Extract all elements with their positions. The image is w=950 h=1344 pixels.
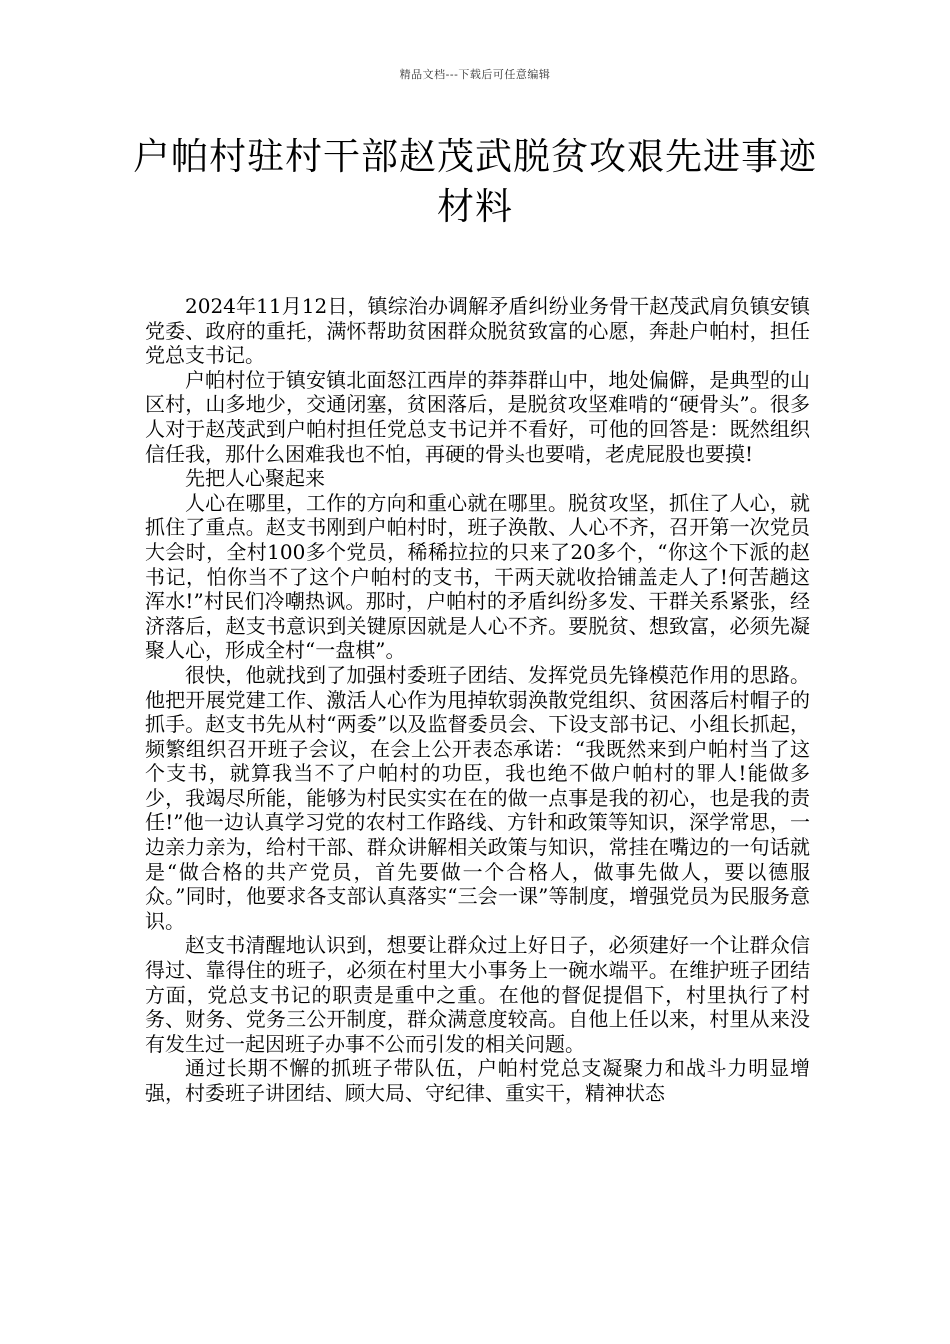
paragraph: 赵支书清醒地认识到，想要让群众过上好日子，必须建好一个让群众信得过、靠得住的班子，必须在村里大小事务上一碗水端平。在维护班子团结方面，党总支书记的职责是重中之重。在他的督促提倡下，村里执行了村务、财务、党务三公开制度，群众满意度较高。自他上任以来，村里从来没有发生过一起因班子办事不公而引发的相关问题。 (145, 933, 810, 1056)
document-body (145, 294, 810, 1106)
paragraph: 人心在哪里，工作的方向和重心就在哪里。脱贫攻坚，抓住了人心，就抓住了重点。赵支书刚到户帕村时，班子涣散、人心不齐，召开第一次党员大会时，全村100多个党员，稀稀拉拉的只来了20多个，“你这个下派的赵书记，怕你当不了这个户帕村的支书，干两天就收拾铺盖走人了!何苦趟这浑水!”村民们冷嘲热讽。那时，户帕村的矛盾纠纷多发、干群关系紧张，经济落后，赵支书意识到关键原因就是人心不齐。要脱贫、想致富，必须先凝聚人心，形成全村“一盘棋”。 (145, 490, 810, 663)
document-title: 户帕村驻村干部赵茂武脱贫攻艰先进事迹材料 (133, 135, 817, 228)
paragraph: 2024年11月12日，镇综治办调解矛盾纠纷业务骨干赵茂武肩负镇安镇党委、政府的重托，满怀帮助贫困群众脱贫致富的心愿，奔赴户帕村，担任党总支书记。 (145, 294, 810, 368)
section-heading: 先把人心聚起来 (185, 466, 325, 491)
paragraph: 通过长期不懈的抓班子带队伍，户帕村党总支凝聚力和战斗力明显增强，村委班子讲团结、顾大局、守纪律、重实干，精神状态 (145, 1056, 810, 1105)
header-note: 精品文档---下载后可任意编辑 (399, 68, 551, 81)
paragraph: 户帕村位于镇安镇北面怒江西岸的莽莽群山中，地处偏僻，是典型的山区村，山多地少，交通闭塞，贫困落后，是脱贫攻坚难啃的“硬骨头”。很多人对于赵茂武到户帕村担任党总支书记并不看好，可他的回答是：既然组织信任我，那什么困难我也不怕，再硬的骨头也要啃，老虎屁股也要摸! (145, 367, 810, 466)
paragraph: 很快，他就找到了加强村委班子团结、发挥党员先锋模范作用的思路。他把开展党建工作、激活人心作为甩掉软弱涣散党组织、贫困落后村帽子的抓手。赵支书先从村“两委”以及监督委员会、下设支部书记、小组长抓起，频繁组织召开班子会议，在会上公开表态承诺：“我既然来到户帕村当了这个支书，就算我当不了户帕村的功臣，我也绝不做户帕村的罪人!能做多少，我竭尽所能，能够为村民实实在在的做一点事是我的初心，也是我的责任!”他一边认真学习党的农村工作路线、方针和政策等知识，深学常思，一边亲力亲为，给村干部、群众讲解相关政策与知识，常挂在嘴边的一句话就是“做合格的共产党员，首先要做一个合格人，做事先做人，要以德服众。”同时，他要求各支部认真落实“三会一课”等制度，增强党员为民服务意识。 (145, 662, 810, 933)
